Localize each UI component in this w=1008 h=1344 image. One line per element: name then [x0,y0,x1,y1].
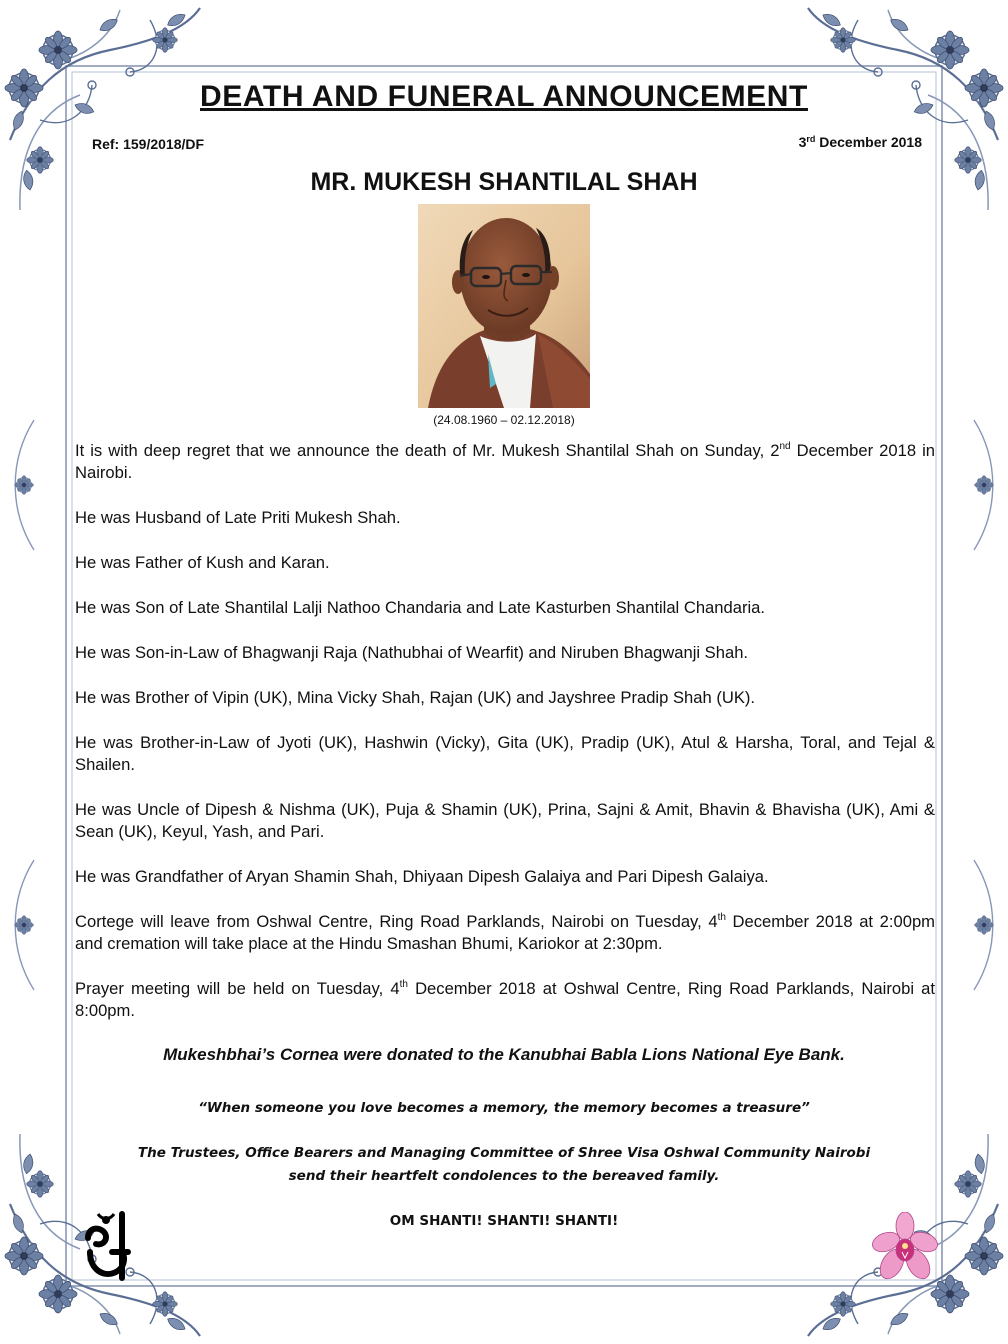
p10-text-b: December 2018 at 2:00pm and cremation will take place at the Hindu Smashan Bhumi, Kariokor at 2:30pm. [75,912,935,953]
life-dates: (24.08.1960 – 02.12.2018) [433,413,575,427]
paragraph-son-in-law: He was Son-in-Law of Bhagwanji Raja (Nathubhai of Wearfit) and Niruben Bhagwanji Shah. [75,643,749,662]
p10-sup: th [717,912,726,923]
p11-text-b: December 2018 at Oshwal Centre, Ring Road Parklands, Nairobi at 8:00pm. [75,979,935,1020]
paragraph-husband: He was Husband of Late Priti Mukesh Shah. [75,508,401,527]
date-rest: December 2018 [815,134,922,150]
condolence-line-2: send their heartfelt condolences to the bereaved family. [288,1168,720,1184]
paragraph-brother-in-law: He was Brother-in-Law of Jyoti (UK), Hashwin (Vicky), Gita (UK), Pradip (UK), Atul & Harsha, Toral, and Tejal & Shailen. [75,733,935,774]
deceased-name: MR. MUKESH SHANTILAL SHAH [310,168,698,196]
p1-text-a: It is with deep regret that we announce the death of Mr. Mukesh Shantilal Shah on Sunday, 2 [75,441,780,460]
om-shanti: OM SHANTI! SHANTI! SHANTI! [389,1213,619,1229]
paragraph-death-notice [75,440,935,484]
paragraph-prayer-meeting [75,978,935,1022]
paragraph-uncle: He was Uncle of Dipesh & Nishma (UK), Puja & Shamin (UK), Prina, Sajni & Amit, Bhavin & Bhavisha (UK), Ami & Sean (UK), Keyul, Yash, and Pari. [75,800,935,841]
paragraph-son: He was Son of Late Shantilal Lalji Nathoo Chandaria and Late Kasturben Shantilal Chandaria. [75,598,766,617]
condolence-message [0,1142,1008,1188]
date-day: 3 [798,134,807,150]
paragraph-grandfather: He was Grandfather of Aryan Shamin Shah, Dhiyaan Dipesh Galaiya and Pari Dipesh Galaiya. [75,867,769,886]
announcement-date [799,134,922,150]
p1-text-b: December 2018 in Nairobi. [75,441,935,482]
p11-text-a: Prayer meeting will be held on Tuesday, 4 [75,979,400,998]
p11-sup: th [399,979,408,990]
announcement-body [75,440,935,1045]
date-suffix: rd [806,134,816,144]
orchid-flower-icon [872,1212,938,1284]
portrait-photo [418,204,590,408]
reference-number: Ref: 159/2018/DF [92,136,205,152]
cornea-donation-note: Mukeshbhai’s Cornea were donated to the Kanubhai Babla Lions National Eye Bank. [163,1045,845,1064]
p1-sup: nd [779,441,791,452]
memorial-quote: “When someone you love becomes a memory, the memory becomes a treasure” [198,1100,810,1116]
paragraph-cortege [75,911,935,955]
page-title: DEATH AND FUNERAL ANNOUNCEMENT [200,80,808,113]
jain-symbol-icon [82,1208,134,1284]
paragraph-father: He was Father of Kush and Karan. [75,553,330,572]
paragraph-brother: He was Brother of Vipin (UK), Mina Vicky Shah, Rajan (UK) and Jayshree Pradip Shah (UK). [75,688,756,707]
p10-text-a: Cortege will leave from Oshwal Centre, Ring Road Parklands, Nairobi on Tuesday, 4 [75,912,718,931]
condolence-line-1: The Trustees, Office Bearers and Managing Committee of Shree Visa Oshwal Community Nairobi [137,1145,871,1161]
